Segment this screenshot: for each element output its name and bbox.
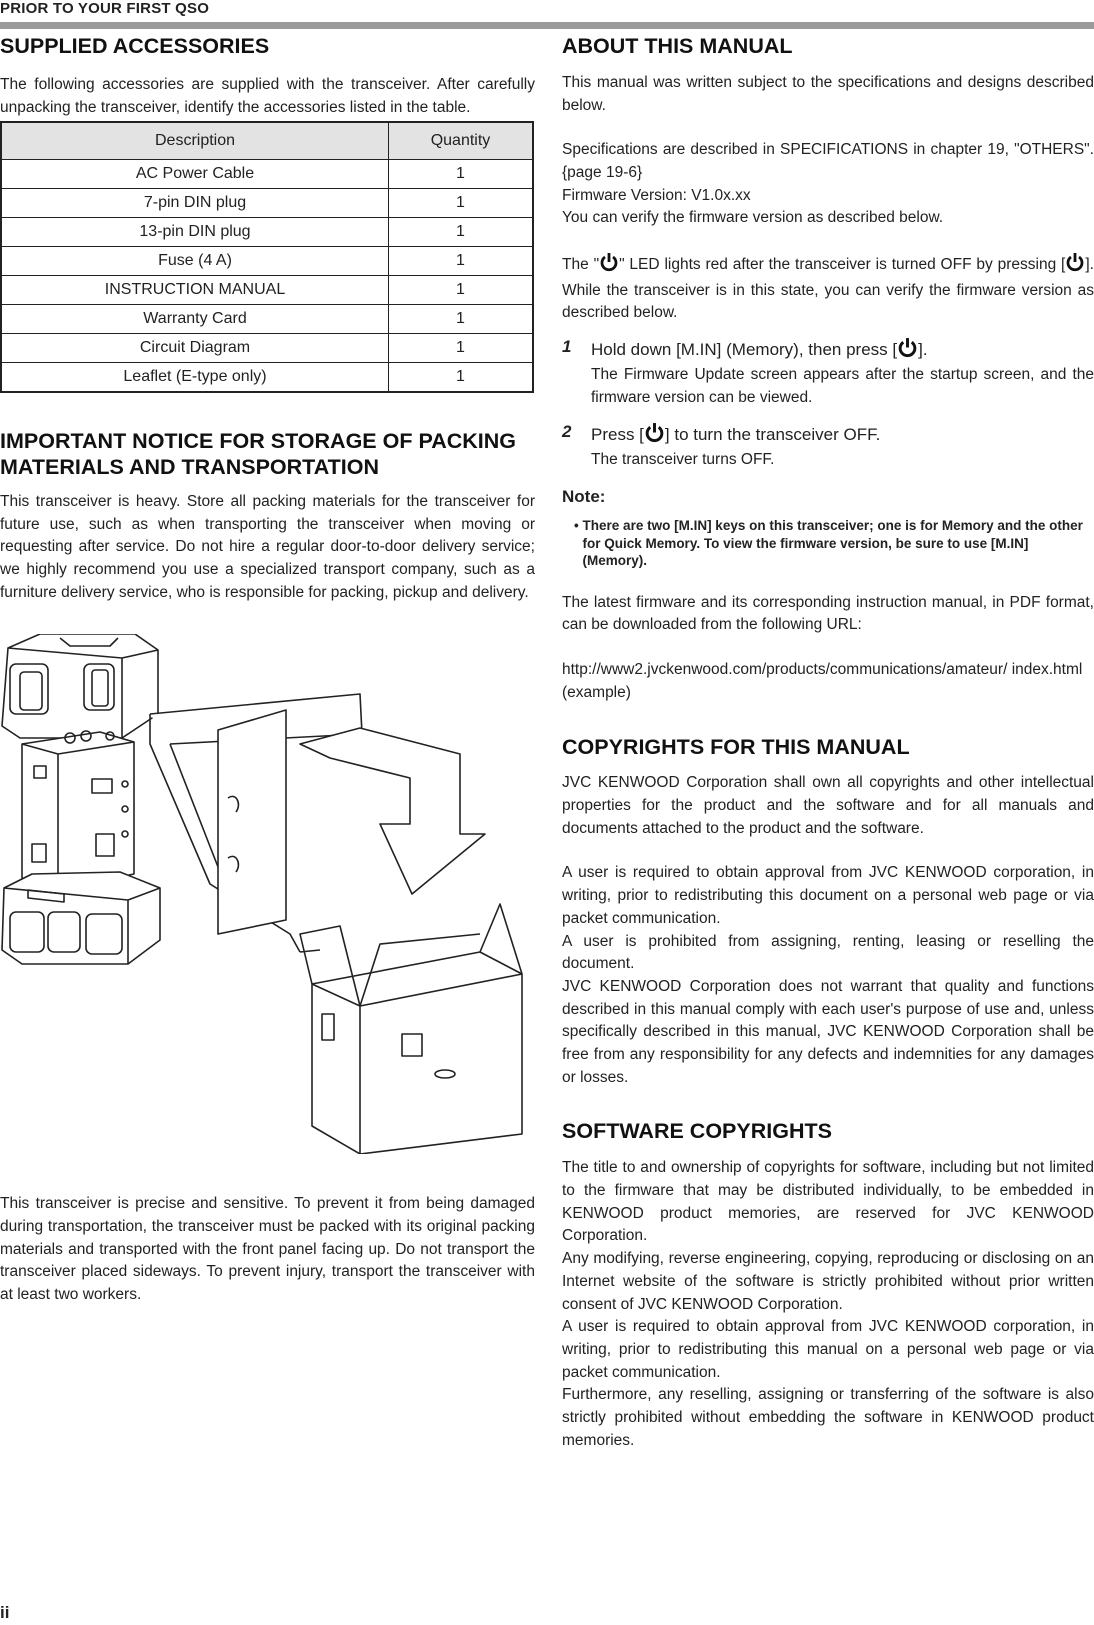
power-icon xyxy=(599,252,619,280)
description-cell: 13-pin DIN plug xyxy=(1,218,389,247)
note-text: There are two [M.IN] keys on this transceiver; one is for Memory and the other for Quick Memory. To view the firmware version, be sure to use [M.IN] (Memory). xyxy=(582,518,1083,569)
quantity-cell: 1 xyxy=(389,363,534,393)
description-cell: Warranty Card xyxy=(1,305,389,334)
step-2-title: Press [ ] to turn the transceiver OFF. xyxy=(591,422,880,449)
table-row xyxy=(1,363,533,393)
table-row xyxy=(1,276,533,305)
column-header-description: Description xyxy=(1,122,389,160)
table-row xyxy=(1,247,533,276)
description-cell: Circuit Diagram xyxy=(1,334,389,363)
note-label: Note: xyxy=(562,487,606,507)
copyrights-paragraph-1: JVC KENWOOD Corporation shall own all copyrights and other intellectual properties for the product and the software and for all manuals and documents attached to the product and the software. xyxy=(562,774,1094,837)
table-row xyxy=(1,305,533,334)
copyrights-paragraph-4: JVC KENWOOD Corporation does not warrant that quality and functions described in this manual comply with each user's purpose of use and, unless specifically described in this manual, JVC KENWOOD Corporation shall be free from any responsibility for any defects and indemnities for any damages or losses. xyxy=(562,977,1094,1086)
led-paragraph: The " " LED lights red after the transceiver is turned OFF by pressing [ ]. While the transceiver is in this state, you can verify the firmware version as described below. xyxy=(562,252,1094,325)
copyrights-manual-heading: COPYRIGHTS FOR THIS MANUAL xyxy=(562,734,910,759)
table-row xyxy=(1,189,533,218)
specifications-line: Specifications are described in SPECIFICATIONS in chapter 19, "OTHERS". {page 19-6} xyxy=(562,141,1094,181)
software-paragraph-4: Furthermore, any reselling, assigning or transferring of the software is also strictly prohibited without embedding the software in KENWOOD product memories. xyxy=(562,1386,1094,1449)
software-paragraph-1: The title to and ownership of copyrights for software, including but not limited to the firmware that may be distributed individually, to be embedded in KENWOOD product memories, are reserved for JVC KENWOOD Corporation. xyxy=(562,1159,1094,1245)
table-header-row xyxy=(1,122,533,160)
firmware-version-line: Firmware Version: V1.0x.xx xyxy=(562,186,751,204)
page-number: ii xyxy=(0,1603,10,1622)
note-item xyxy=(574,517,1094,570)
step-2 xyxy=(562,422,1094,449)
storage-paragraph-1: This transceiver is heavy. Store all packing materials for the transceiver for future use, such as when transporting the transceiver when moving or requesting after service. Do not hire a regular door-to-door delivery service; we highly recommend you use a specialized transport company, such as a furniture delivery service, who is responsible for packing, pickup and delivery. xyxy=(0,492,535,601)
software-copyrights-heading: SOFTWARE COPYRIGHTS xyxy=(562,1119,832,1144)
quantity-cell: 1 xyxy=(389,189,534,218)
quantity-cell: 1 xyxy=(389,334,534,363)
copyrights-paragraph-3: A user is prohibited from assigning, renting, leasing or reselling the document. xyxy=(562,932,1094,973)
supplied-accessories-heading: SUPPLIED ACCESSORIES xyxy=(0,34,270,58)
packing-illustration xyxy=(0,634,535,1159)
quantity-cell: 1 xyxy=(389,276,534,305)
step-2-number: 2 xyxy=(562,421,572,441)
column-header-quantity: Quantity xyxy=(389,122,534,160)
firmware-url: http://www2.jvckenwood.com/products/communications/amateur/ index.html (example) xyxy=(562,661,1083,701)
step-1 xyxy=(562,337,1094,364)
section-header: PRIOR TO YOUR FIRST QSO xyxy=(0,0,210,17)
quantity-cell: 1 xyxy=(389,218,534,247)
storage-paragraph-2: This transceiver is precise and sensitive. To prevent it from being damaged during transportation, the transceiver must be packed with its original packing materials and transported with the front panel facing up. Do not transport the transceiver placed sideways. To prevent injury, transport the transceiver with at least two workers. xyxy=(0,1195,535,1304)
table-row xyxy=(1,160,533,189)
power-icon xyxy=(644,422,665,449)
step-1-description: The Firmware Update screen appears after the startup screen, and the firmware version can be viewed. xyxy=(591,366,1094,406)
step-2-description: The transceiver turns OFF. xyxy=(591,450,775,468)
header-rule xyxy=(0,22,1094,29)
accessories-intro: The following accessories are supplied with the transceiver. After carefully unpacking the transceiver, identify the accessories listed in the table. xyxy=(0,75,535,116)
table-row xyxy=(1,334,533,363)
description-cell: INSTRUCTION MANUAL xyxy=(1,276,389,305)
quantity-cell: 1 xyxy=(389,160,534,189)
description-cell: AC Power Cable xyxy=(1,160,389,189)
power-icon xyxy=(897,337,918,364)
accessories-table xyxy=(0,121,534,393)
right-column xyxy=(562,34,1094,1452)
power-icon xyxy=(1065,252,1085,280)
about-manual-heading: ABOUT THIS MANUAL xyxy=(562,34,793,58)
copyrights-paragraph-2: A user is required to obtain approval from JVC KENWOOD corporation, in writing, prior to redistributing this document on a personal web page or via packet communication. xyxy=(562,864,1094,927)
about-paragraph: This manual was written subject to the specifications and designs described below. xyxy=(562,73,1094,114)
bullet: • xyxy=(574,518,579,534)
description-cell: Leaflet (E-type only) xyxy=(1,363,389,393)
quantity-cell: 1 xyxy=(389,247,534,276)
latest-firmware-paragraph: The latest firmware and its corresponding instruction manual, in PDF format, can be downloaded from the following URL: xyxy=(562,593,1094,634)
step-1-number: 1 xyxy=(562,337,572,357)
quantity-cell: 1 xyxy=(389,305,534,334)
description-cell: 7-pin DIN plug xyxy=(1,189,389,218)
software-paragraph-2: Any modifying, reverse engineering, copying, reproducing or disclosing on an Internet website of the software is strictly prohibited without prior written consent of JVC KENWOOD Corporation. xyxy=(562,1250,1094,1313)
table-row xyxy=(1,218,533,247)
software-paragraph-3: A user is required to obtain approval from JVC KENWOOD corporation, in writing, prior to redistributing this manual on a personal web page or via packet communication. xyxy=(562,1318,1094,1381)
m-in-key: [M.IN] xyxy=(676,340,722,360)
storage-notice-heading: IMPORTANT NOTICE FOR STORAGE OF PACKING MATERIALS AND TRANSPORTATION xyxy=(0,429,516,479)
firmware-update-label: Firmware Update xyxy=(623,366,745,384)
description-cell: Fuse (4 A) xyxy=(1,247,389,276)
verify-line: You can verify the firmware version as described below. xyxy=(562,209,944,227)
step-1-title: Hold down [M.IN] (Memory), then press [ ]. xyxy=(591,337,928,364)
left-column xyxy=(0,34,535,1307)
